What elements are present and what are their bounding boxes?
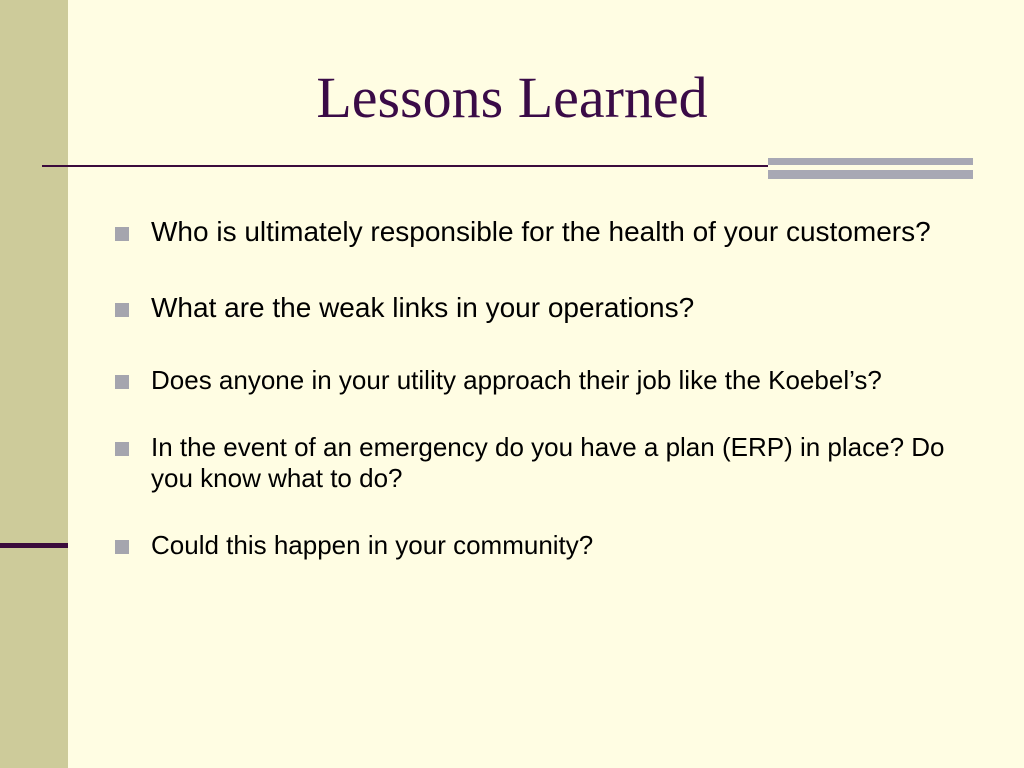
bullet-item bbox=[115, 215, 955, 248]
title-divider bbox=[42, 165, 768, 167]
divider-accent-top bbox=[768, 158, 973, 165]
bullet-text: In the event of an emergency do you have a plan (ERP) in place? Do you know what to do? bbox=[151, 432, 945, 493]
side-band bbox=[0, 0, 68, 768]
square-bullet-icon bbox=[115, 442, 129, 456]
square-bullet-icon bbox=[115, 375, 129, 389]
square-bullet-icon bbox=[115, 540, 129, 554]
bullet-item bbox=[115, 530, 955, 561]
bullet-text: Could this happen in your community? bbox=[151, 530, 594, 560]
bullet-text: What are the weak links in your operations? bbox=[151, 292, 695, 323]
divider-accent-bottom bbox=[768, 170, 973, 179]
bullet-text: Who is ultimately responsible for the health of your customers? bbox=[151, 216, 931, 247]
bullet-item bbox=[115, 365, 955, 396]
square-bullet-icon bbox=[115, 303, 129, 317]
bullet-item bbox=[115, 432, 955, 494]
side-accent-line bbox=[0, 543, 68, 548]
square-bullet-icon bbox=[115, 227, 129, 241]
slide-title: Lessons Learned bbox=[316, 65, 708, 130]
bullet-list bbox=[115, 215, 955, 561]
bullet-item bbox=[115, 291, 955, 324]
bullet-text: Does anyone in your utility approach their job like the Koebel’s? bbox=[151, 365, 882, 395]
